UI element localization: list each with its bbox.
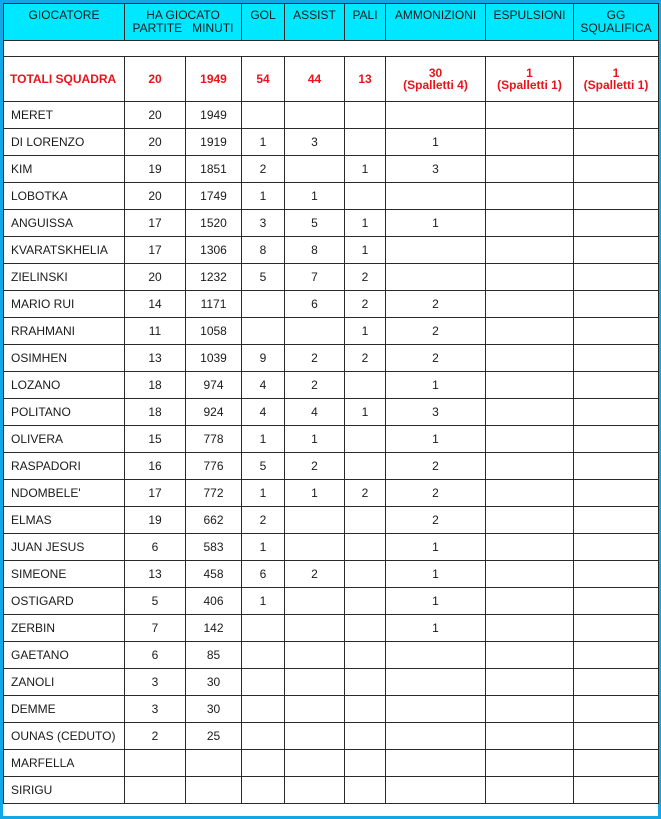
player-name: OSTIGARD bbox=[4, 588, 125, 615]
player-assists bbox=[285, 750, 345, 777]
player-minutes bbox=[186, 777, 242, 804]
player-assists bbox=[285, 156, 345, 183]
player-name: MARFELLA bbox=[4, 750, 125, 777]
header-assists: ASSIST bbox=[285, 4, 345, 41]
player-suspension bbox=[574, 480, 659, 507]
player-name: ZERBIN bbox=[4, 615, 125, 642]
table-row bbox=[4, 534, 659, 561]
header-red-cards: ESPULSIONI bbox=[486, 4, 574, 41]
player-suspension bbox=[574, 750, 659, 777]
player-yellow-cards: 2 bbox=[386, 453, 486, 480]
player-assists bbox=[285, 615, 345, 642]
player-minutes: 406 bbox=[186, 588, 242, 615]
player-suspension bbox=[574, 129, 659, 156]
player-goals bbox=[242, 750, 285, 777]
table-row bbox=[4, 210, 659, 237]
player-goals: 5 bbox=[242, 264, 285, 291]
header-row bbox=[4, 4, 659, 41]
player-posts bbox=[345, 534, 386, 561]
player-suspension bbox=[574, 453, 659, 480]
table-row bbox=[4, 561, 659, 588]
player-assists bbox=[285, 588, 345, 615]
player-assists bbox=[285, 534, 345, 561]
player-matches: 18 bbox=[125, 372, 186, 399]
player-name: LOBOTKA bbox=[4, 183, 125, 210]
player-assists: 6 bbox=[285, 291, 345, 318]
player-suspension bbox=[574, 696, 659, 723]
player-posts: 2 bbox=[345, 345, 386, 372]
player-posts bbox=[345, 102, 386, 129]
player-yellow-cards: 1 bbox=[386, 534, 486, 561]
player-minutes: 1949 bbox=[186, 102, 242, 129]
player-matches: 19 bbox=[125, 156, 186, 183]
player-name: ELMAS bbox=[4, 507, 125, 534]
player-posts: 1 bbox=[345, 399, 386, 426]
totals-goals: 54 bbox=[242, 57, 285, 102]
player-yellow-cards: 1 bbox=[386, 615, 486, 642]
player-name: OLIVERA bbox=[4, 426, 125, 453]
table-row bbox=[4, 669, 659, 696]
player-matches: 18 bbox=[125, 399, 186, 426]
player-minutes: 1749 bbox=[186, 183, 242, 210]
player-assists: 4 bbox=[285, 399, 345, 426]
player-suspension bbox=[574, 318, 659, 345]
player-red-cards bbox=[486, 291, 574, 318]
table-row bbox=[4, 102, 659, 129]
player-minutes: 974 bbox=[186, 372, 242, 399]
player-yellow-cards bbox=[386, 777, 486, 804]
player-matches: 3 bbox=[125, 696, 186, 723]
player-matches: 20 bbox=[125, 129, 186, 156]
player-matches: 17 bbox=[125, 237, 186, 264]
player-name: DI LORENZO bbox=[4, 129, 125, 156]
player-assists bbox=[285, 777, 345, 804]
player-red-cards bbox=[486, 480, 574, 507]
player-goals: 1 bbox=[242, 480, 285, 507]
totals-yellow-value: 30 bbox=[428, 66, 443, 80]
player-matches: 3 bbox=[125, 669, 186, 696]
player-goals bbox=[242, 777, 285, 804]
player-yellow-cards: 3 bbox=[386, 156, 486, 183]
player-matches: 13 bbox=[125, 561, 186, 588]
player-matches: 5 bbox=[125, 588, 186, 615]
player-goals bbox=[242, 642, 285, 669]
player-goals: 4 bbox=[242, 399, 285, 426]
player-red-cards bbox=[486, 399, 574, 426]
player-yellow-cards: 1 bbox=[386, 426, 486, 453]
player-yellow-cards bbox=[386, 723, 486, 750]
player-minutes: 1520 bbox=[186, 210, 242, 237]
table-row bbox=[4, 615, 659, 642]
player-minutes: 1058 bbox=[186, 318, 242, 345]
player-name: OSIMHEN bbox=[4, 345, 125, 372]
player-minutes: 85 bbox=[186, 642, 242, 669]
player-assists bbox=[285, 507, 345, 534]
player-red-cards bbox=[486, 210, 574, 237]
player-name: POLITANO bbox=[4, 399, 125, 426]
player-matches: 7 bbox=[125, 615, 186, 642]
player-goals: 1 bbox=[242, 534, 285, 561]
player-assists: 2 bbox=[285, 345, 345, 372]
player-goals bbox=[242, 102, 285, 129]
player-name: GAETANO bbox=[4, 642, 125, 669]
player-yellow-cards bbox=[386, 264, 486, 291]
header-played bbox=[125, 4, 242, 41]
player-goals: 9 bbox=[242, 345, 285, 372]
player-goals bbox=[242, 291, 285, 318]
player-matches: 2 bbox=[125, 723, 186, 750]
player-name: KVARATSKHELIA bbox=[4, 237, 125, 264]
player-assists bbox=[285, 102, 345, 129]
player-assists bbox=[285, 669, 345, 696]
header-yellow-cards: AMMONIZIONI bbox=[386, 4, 486, 41]
player-suspension bbox=[574, 291, 659, 318]
totals-row bbox=[4, 57, 659, 102]
player-matches: 20 bbox=[125, 264, 186, 291]
table-row bbox=[4, 318, 659, 345]
player-suspension bbox=[574, 642, 659, 669]
table-row bbox=[4, 291, 659, 318]
player-red-cards bbox=[486, 453, 574, 480]
player-assists: 2 bbox=[285, 561, 345, 588]
player-name: LOZANO bbox=[4, 372, 125, 399]
header-posts: PALI bbox=[345, 4, 386, 41]
table-row bbox=[4, 399, 659, 426]
player-goals: 3 bbox=[242, 210, 285, 237]
totals-posts: 13 bbox=[345, 57, 386, 102]
player-assists: 1 bbox=[285, 183, 345, 210]
player-goals: 2 bbox=[242, 156, 285, 183]
totals-red-value: 1 bbox=[526, 66, 533, 80]
player-assists bbox=[285, 696, 345, 723]
player-matches: 13 bbox=[125, 345, 186, 372]
player-matches: 20 bbox=[125, 183, 186, 210]
player-yellow-cards bbox=[386, 669, 486, 696]
player-posts: 1 bbox=[345, 210, 386, 237]
table-row bbox=[4, 750, 659, 777]
player-suspension bbox=[574, 561, 659, 588]
player-red-cards bbox=[486, 642, 574, 669]
player-posts bbox=[345, 777, 386, 804]
player-assists: 2 bbox=[285, 372, 345, 399]
player-matches: 6 bbox=[125, 642, 186, 669]
player-minutes bbox=[186, 750, 242, 777]
player-minutes: 30 bbox=[186, 696, 242, 723]
player-assists: 3 bbox=[285, 129, 345, 156]
player-name: SIMEONE bbox=[4, 561, 125, 588]
player-goals: 1 bbox=[242, 426, 285, 453]
player-goals: 8 bbox=[242, 237, 285, 264]
player-goals bbox=[242, 723, 285, 750]
player-name: KIM bbox=[4, 156, 125, 183]
totals-assists: 44 bbox=[285, 57, 345, 102]
player-minutes: 778 bbox=[186, 426, 242, 453]
player-name: SIRIGU bbox=[4, 777, 125, 804]
player-goals bbox=[242, 615, 285, 642]
player-yellow-cards: 2 bbox=[386, 345, 486, 372]
player-posts: 2 bbox=[345, 480, 386, 507]
player-yellow-cards: 2 bbox=[386, 480, 486, 507]
totals-yellow bbox=[386, 57, 486, 102]
player-posts bbox=[345, 561, 386, 588]
player-posts bbox=[345, 696, 386, 723]
player-goals bbox=[242, 696, 285, 723]
player-minutes: 662 bbox=[186, 507, 242, 534]
player-name: ANGUISSA bbox=[4, 210, 125, 237]
table-row bbox=[4, 723, 659, 750]
player-matches: 20 bbox=[125, 102, 186, 129]
table-row bbox=[4, 237, 659, 264]
player-posts: 1 bbox=[345, 156, 386, 183]
player-suspension bbox=[574, 507, 659, 534]
player-posts bbox=[345, 750, 386, 777]
player-posts bbox=[345, 129, 386, 156]
player-posts bbox=[345, 588, 386, 615]
totals-suspension bbox=[574, 57, 659, 102]
player-posts: 1 bbox=[345, 237, 386, 264]
player-red-cards bbox=[486, 669, 574, 696]
player-name: ZANOLI bbox=[4, 669, 125, 696]
player-suspension bbox=[574, 777, 659, 804]
player-suspension bbox=[574, 345, 659, 372]
player-matches: 6 bbox=[125, 534, 186, 561]
player-name: ZIELINSKI bbox=[4, 264, 125, 291]
player-minutes: 583 bbox=[186, 534, 242, 561]
player-red-cards bbox=[486, 264, 574, 291]
player-red-cards bbox=[486, 777, 574, 804]
player-assists bbox=[285, 723, 345, 750]
player-name: RRAHMANI bbox=[4, 318, 125, 345]
player-suspension bbox=[574, 183, 659, 210]
player-yellow-cards: 1 bbox=[386, 129, 486, 156]
player-posts bbox=[345, 372, 386, 399]
player-posts bbox=[345, 183, 386, 210]
totals-matches: 20 bbox=[125, 57, 186, 102]
player-name: OUNAS (CEDUTO) bbox=[4, 723, 125, 750]
player-assists: 2 bbox=[285, 453, 345, 480]
player-posts bbox=[345, 642, 386, 669]
player-suspension bbox=[574, 156, 659, 183]
player-minutes: 1306 bbox=[186, 237, 242, 264]
totals-red-note: (Spalletti 1) bbox=[497, 78, 562, 92]
player-minutes: 1851 bbox=[186, 156, 242, 183]
spacer-row bbox=[4, 41, 659, 57]
table-row bbox=[4, 777, 659, 804]
player-red-cards bbox=[486, 345, 574, 372]
player-red-cards bbox=[486, 372, 574, 399]
header-goals: GOL bbox=[242, 4, 285, 41]
table-row bbox=[4, 642, 659, 669]
header-player: GIOCATORE bbox=[4, 4, 125, 41]
player-minutes: 1171 bbox=[186, 291, 242, 318]
player-red-cards bbox=[486, 723, 574, 750]
player-posts bbox=[345, 426, 386, 453]
player-yellow-cards: 3 bbox=[386, 399, 486, 426]
player-name: MERET bbox=[4, 102, 125, 129]
player-rows bbox=[4, 102, 659, 804]
table-row bbox=[4, 453, 659, 480]
player-stats-table bbox=[3, 3, 659, 804]
player-red-cards bbox=[486, 507, 574, 534]
player-minutes: 776 bbox=[186, 453, 242, 480]
player-yellow-cards: 1 bbox=[386, 372, 486, 399]
player-goals: 4 bbox=[242, 372, 285, 399]
player-yellow-cards: 1 bbox=[386, 588, 486, 615]
player-red-cards bbox=[486, 129, 574, 156]
player-assists bbox=[285, 318, 345, 345]
player-minutes: 30 bbox=[186, 669, 242, 696]
player-red-cards bbox=[486, 237, 574, 264]
player-yellow-cards bbox=[386, 642, 486, 669]
player-goals bbox=[242, 318, 285, 345]
player-minutes: 142 bbox=[186, 615, 242, 642]
player-suspension bbox=[574, 399, 659, 426]
player-goals: 6 bbox=[242, 561, 285, 588]
totals-minutes: 1949 bbox=[186, 57, 242, 102]
header-suspension-top: GG bbox=[606, 8, 626, 22]
player-matches: 16 bbox=[125, 453, 186, 480]
table-row bbox=[4, 372, 659, 399]
player-red-cards bbox=[486, 615, 574, 642]
player-goals: 1 bbox=[242, 588, 285, 615]
player-minutes: 1232 bbox=[186, 264, 242, 291]
player-suspension bbox=[574, 615, 659, 642]
table-row bbox=[4, 696, 659, 723]
player-name: JUAN JESUS bbox=[4, 534, 125, 561]
player-matches: 15 bbox=[125, 426, 186, 453]
player-suspension bbox=[574, 534, 659, 561]
player-posts bbox=[345, 723, 386, 750]
player-yellow-cards bbox=[386, 183, 486, 210]
player-matches: 14 bbox=[125, 291, 186, 318]
table-row bbox=[4, 507, 659, 534]
table-row bbox=[4, 480, 659, 507]
player-posts bbox=[345, 615, 386, 642]
totals-yellow-note: (Spalletti 4) bbox=[403, 78, 468, 92]
player-yellow-cards bbox=[386, 750, 486, 777]
player-goals: 1 bbox=[242, 183, 285, 210]
player-assists bbox=[285, 642, 345, 669]
player-red-cards bbox=[486, 102, 574, 129]
player-suspension bbox=[574, 669, 659, 696]
player-suspension bbox=[574, 426, 659, 453]
player-assists: 8 bbox=[285, 237, 345, 264]
player-goals: 1 bbox=[242, 129, 285, 156]
totals-suspension-note: (Spalletti 1) bbox=[583, 78, 649, 92]
player-assists: 1 bbox=[285, 480, 345, 507]
player-yellow-cards: 2 bbox=[386, 507, 486, 534]
player-assists: 1 bbox=[285, 426, 345, 453]
player-name: RASPADORI bbox=[4, 453, 125, 480]
player-goals bbox=[242, 669, 285, 696]
player-red-cards bbox=[486, 426, 574, 453]
player-red-cards bbox=[486, 561, 574, 588]
player-minutes: 772 bbox=[186, 480, 242, 507]
player-matches bbox=[125, 777, 186, 804]
player-matches: 17 bbox=[125, 480, 186, 507]
table-row bbox=[4, 129, 659, 156]
player-suspension bbox=[574, 264, 659, 291]
player-red-cards bbox=[486, 534, 574, 561]
player-posts: 2 bbox=[345, 264, 386, 291]
player-name: DEMME bbox=[4, 696, 125, 723]
table-row bbox=[4, 183, 659, 210]
player-minutes: 458 bbox=[186, 561, 242, 588]
player-red-cards bbox=[486, 318, 574, 345]
table-row bbox=[4, 426, 659, 453]
totals-label: TOTALI SQUADRA bbox=[4, 57, 125, 102]
totals-red bbox=[486, 57, 574, 102]
player-yellow-cards: 2 bbox=[386, 318, 486, 345]
header-played-top: HA GIOCATO bbox=[146, 8, 220, 22]
player-name: NDOMBELE' bbox=[4, 480, 125, 507]
player-suspension bbox=[574, 588, 659, 615]
player-red-cards bbox=[486, 696, 574, 723]
player-yellow-cards: 2 bbox=[386, 291, 486, 318]
player-red-cards bbox=[486, 183, 574, 210]
player-name: MARIO RUI bbox=[4, 291, 125, 318]
player-suspension bbox=[574, 102, 659, 129]
player-assists: 7 bbox=[285, 264, 345, 291]
player-suspension bbox=[574, 723, 659, 750]
player-yellow-cards: 1 bbox=[386, 210, 486, 237]
player-yellow-cards: 1 bbox=[386, 561, 486, 588]
header-played-sub: PARTITE MINUTI bbox=[132, 21, 234, 35]
player-red-cards bbox=[486, 588, 574, 615]
player-goals: 2 bbox=[242, 507, 285, 534]
player-suspension bbox=[574, 372, 659, 399]
player-assists: 5 bbox=[285, 210, 345, 237]
totals-suspension-value: 1 bbox=[612, 66, 620, 80]
player-matches: 19 bbox=[125, 507, 186, 534]
player-posts bbox=[345, 507, 386, 534]
table-row bbox=[4, 345, 659, 372]
player-minutes: 1919 bbox=[186, 129, 242, 156]
player-posts bbox=[345, 453, 386, 480]
player-minutes: 1039 bbox=[186, 345, 242, 372]
player-posts: 2 bbox=[345, 291, 386, 318]
player-red-cards bbox=[486, 156, 574, 183]
player-minutes: 25 bbox=[186, 723, 242, 750]
player-matches: 17 bbox=[125, 210, 186, 237]
player-suspension bbox=[574, 237, 659, 264]
table-row bbox=[4, 588, 659, 615]
player-red-cards bbox=[486, 750, 574, 777]
header-suspension bbox=[574, 4, 659, 41]
table-row bbox=[4, 156, 659, 183]
table-row bbox=[4, 264, 659, 291]
player-posts: 1 bbox=[345, 318, 386, 345]
player-yellow-cards bbox=[386, 102, 486, 129]
header-suspension-sub: SQUALIFICA bbox=[580, 21, 652, 35]
player-matches bbox=[125, 750, 186, 777]
player-matches: 11 bbox=[125, 318, 186, 345]
player-minutes: 924 bbox=[186, 399, 242, 426]
player-yellow-cards bbox=[386, 696, 486, 723]
player-goals: 5 bbox=[242, 453, 285, 480]
player-suspension bbox=[574, 210, 659, 237]
player-posts bbox=[345, 669, 386, 696]
player-yellow-cards bbox=[386, 237, 486, 264]
